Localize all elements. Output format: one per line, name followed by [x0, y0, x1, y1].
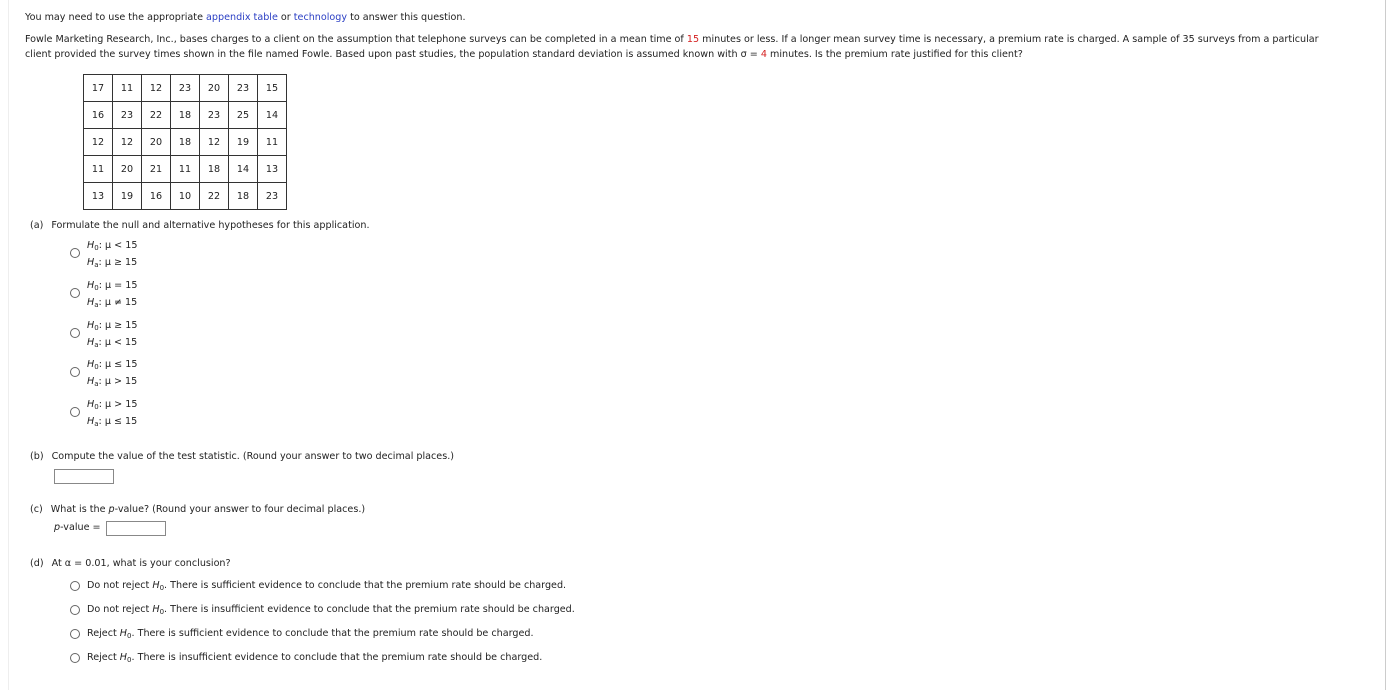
h-subscript: 0 [127, 656, 132, 664]
hypothesis-radio-1[interactable] [70, 248, 80, 258]
survey-times-table [83, 74, 287, 210]
table-cell: 10 [171, 183, 200, 210]
h-subscript: a [94, 380, 99, 388]
p-value-label-text: -value = [60, 522, 101, 533]
hypothesis-statement: μ = 15 [104, 280, 138, 291]
table-cell: 22 [200, 183, 229, 210]
table-cell: 14 [229, 156, 258, 183]
intro-text-mid: or [277, 12, 294, 23]
table-cell: 15 [258, 75, 287, 102]
part-a-question [30, 220, 370, 231]
hypothesis-statement: μ ≤ 15 [104, 416, 138, 427]
h-symbol: H [119, 628, 128, 639]
table-cell: 20 [200, 75, 229, 102]
h-subscript: a [94, 420, 99, 428]
table-cell: 12 [84, 129, 113, 156]
part-c-text: What is the [50, 504, 109, 515]
conclusion-action: Reject [87, 652, 120, 663]
conclusion-statement: . There is insufficient evidence to conclude that the premium rate should be charged. [131, 652, 543, 663]
table-cell: 23 [200, 102, 229, 129]
mean-time-value: 15 [686, 34, 700, 45]
p-value-label-italic: p [54, 522, 61, 533]
table-row [84, 156, 287, 183]
h-symbol: H [87, 337, 95, 348]
hypothesis-statement: μ < 15 [104, 337, 138, 348]
colon: : [98, 280, 105, 291]
conclusion-radio-3[interactable] [70, 629, 80, 639]
table-cell: 18 [229, 183, 258, 210]
hypothesis-statement: μ ≤ 15 [104, 359, 138, 370]
conclusion-statement: . There is sufficient evidence to conclude that the premium rate should be charged. [164, 580, 567, 591]
problem-text: minutes. Is the premium rate justified for this client? [766, 49, 1023, 60]
table-cell: 18 [200, 156, 229, 183]
h-symbol: H [87, 240, 95, 251]
h-subscript: 0 [159, 608, 165, 616]
table-cell: 21 [142, 156, 171, 183]
part-d-question [30, 558, 231, 569]
table-cell: 11 [113, 75, 142, 102]
technology-link[interactable]: technology [293, 12, 348, 23]
h-subscript: 0 [94, 403, 99, 411]
conclusion-text [87, 580, 566, 591]
table-cell: 16 [84, 102, 113, 129]
h-subscript: a [94, 301, 99, 309]
table-row [84, 75, 287, 102]
p-value-label [54, 522, 101, 533]
colon: : [98, 359, 105, 370]
h-symbol: H [87, 280, 95, 291]
hypothesis-statement: μ > 15 [104, 399, 138, 410]
table-cell: 14 [258, 102, 287, 129]
intro-text-end: to answer this question. [347, 12, 466, 23]
table-cell: 11 [258, 129, 287, 156]
conclusion-statement: . There is sufficient evidence to conclude that the premium rate should be charged. [131, 628, 534, 639]
intro-line [25, 12, 466, 23]
hypothesis-statement: μ ≠ 15 [104, 297, 138, 308]
part-b-label: (b) [30, 451, 44, 462]
h-subscript: 0 [159, 584, 165, 592]
colon: : [98, 297, 105, 308]
problem-text: client provided the survey times shown in the file named Fowle. Based upon past studies, the population standard deviation is assumed known with σ = [25, 49, 761, 60]
table-cell: 23 [171, 75, 200, 102]
part-c-label: (c) [30, 504, 43, 515]
table-cell: 19 [229, 129, 258, 156]
h-symbol: H [87, 359, 95, 370]
table-row [84, 102, 287, 129]
part-a-label: (a) [30, 220, 44, 231]
part-b-question [30, 451, 454, 462]
alternative-hypothesis [87, 297, 137, 308]
table-cell: 18 [171, 129, 200, 156]
table-cell: 23 [113, 102, 142, 129]
hypothesis-radio-2[interactable] [70, 288, 80, 298]
null-hypothesis [87, 240, 137, 251]
hypothesis-statement: μ > 15 [104, 376, 138, 387]
problem-text: minutes or less. If a longer mean survey time is necessary, a premium rate is charged. A sample of 35 surveys from a particular [699, 34, 1319, 45]
table-cell: 23 [229, 75, 258, 102]
intro-text: You may need to use the appropriate [25, 12, 207, 23]
table-cell: 11 [84, 156, 113, 183]
conclusion-action: Reject [87, 628, 120, 639]
table-cell: 11 [171, 156, 200, 183]
conclusion-text [87, 604, 575, 615]
h-subscript: a [94, 341, 99, 349]
sigma-value: 4 [760, 49, 767, 60]
h-symbol: H [87, 376, 95, 387]
hypothesis-radio-4[interactable] [70, 367, 80, 377]
test-statistic-input[interactable] [54, 469, 114, 484]
conclusion-text [87, 628, 534, 639]
h-symbol: H [152, 580, 160, 591]
null-hypothesis [87, 320, 137, 331]
part-c-question [30, 504, 365, 515]
table-row [84, 129, 287, 156]
conclusion-radio-1[interactable] [70, 581, 80, 591]
colon: : [98, 416, 105, 427]
part-b-text: Compute the value of the test statistic. (Round your answer to two decimal places.) [51, 451, 455, 462]
part-a-text: Formulate the null and alternative hypotheses for this application. [51, 220, 370, 231]
conclusion-text [87, 652, 542, 663]
table-cell: 12 [113, 129, 142, 156]
table-cell: 17 [84, 75, 113, 102]
colon: : [98, 240, 105, 251]
hypothesis-statement: μ < 15 [104, 240, 138, 251]
part-c-text: -value? (Round your answer to four decimal places.) [114, 504, 366, 515]
h-subscript: 0 [94, 244, 99, 252]
colon: : [98, 320, 105, 331]
h-subscript: a [94, 261, 99, 269]
table-cell: 25 [229, 102, 258, 129]
h-symbol: H [87, 257, 95, 268]
h-symbol: H [87, 297, 95, 308]
table-cell: 23 [258, 183, 287, 210]
hypothesis-statement: μ ≥ 15 [104, 257, 138, 268]
part-d-label: (d) [30, 558, 44, 569]
problem-line-1 [25, 34, 1319, 45]
table-cell: 20 [113, 156, 142, 183]
p-value-input[interactable] [106, 521, 166, 536]
table-cell: 20 [142, 129, 171, 156]
conclusion-radio-2[interactable] [70, 605, 80, 615]
h-symbol: H [87, 399, 95, 410]
conclusion-action: Do not reject [87, 580, 153, 591]
part-d-text: At α = 0.01, what is your conclusion? [51, 558, 231, 569]
h-symbol: H [87, 416, 95, 427]
null-hypothesis [87, 280, 137, 291]
alternative-hypothesis [87, 337, 137, 348]
table-cell: 13 [84, 183, 113, 210]
table-cell: 12 [200, 129, 229, 156]
table-cell: 16 [142, 183, 171, 210]
h-subscript: 0 [94, 284, 99, 292]
hypothesis-radio-3[interactable] [70, 328, 80, 338]
h-subscript: 0 [94, 324, 99, 332]
hypothesis-radio-5[interactable] [70, 407, 80, 417]
h-symbol: H [119, 652, 128, 663]
alternative-hypothesis [87, 257, 137, 268]
h-subscript: 0 [127, 632, 132, 640]
conclusion-radio-4[interactable] [70, 653, 80, 663]
problem-line-2 [25, 49, 1023, 60]
null-hypothesis [87, 359, 137, 370]
h-subscript: 0 [94, 363, 99, 371]
h-symbol: H [152, 604, 160, 615]
colon: : [98, 399, 105, 410]
appendix-table-link[interactable]: appendix table [206, 12, 278, 23]
h-symbol: H [87, 320, 95, 331]
table-row [84, 183, 287, 210]
part-c-text-italic: p [108, 504, 115, 515]
problem-text: Fowle Marketing Research, Inc., bases charges to a client on the assumption that telephone surveys can be completed in a mean time of [25, 34, 687, 45]
table-cell: 22 [142, 102, 171, 129]
hypothesis-statement: μ ≥ 15 [104, 320, 138, 331]
table-cell: 13 [258, 156, 287, 183]
table-cell: 19 [113, 183, 142, 210]
table-cell: 18 [171, 102, 200, 129]
conclusion-statement: . There is insufficient evidence to conclude that the premium rate should be charged. [164, 604, 575, 615]
null-hypothesis [87, 399, 137, 410]
alternative-hypothesis [87, 376, 137, 387]
table-cell: 12 [142, 75, 171, 102]
colon: : [98, 376, 105, 387]
colon: : [98, 257, 105, 268]
conclusion-action: Do not reject [87, 604, 153, 615]
alternative-hypothesis [87, 416, 137, 427]
colon: : [98, 337, 105, 348]
